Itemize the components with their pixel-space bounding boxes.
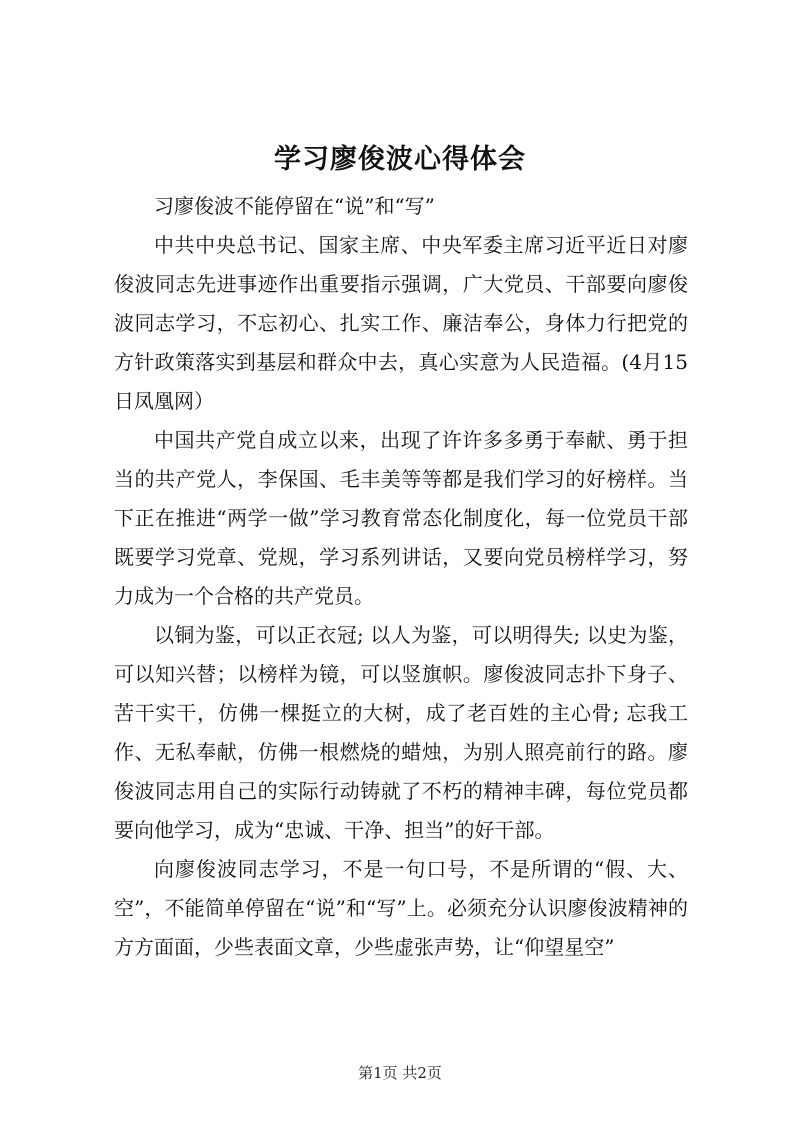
document-body: [114, 187, 688, 967]
paragraph-4: 向廖俊波同志学习，不是一句口号，不是所谓的“假、大、空”，不能简单停留在“说”和“写”上。必须充分认识廖俊波精神的方方面面，少些表面文章，少些虚张声势，让“仰望星空”: [114, 857, 688, 959]
paragraph-2: 中国共产党自成立以来，出现了许许多多勇于奉献、勇于担当的共产党人，李保国、毛丰美等等都是我们学习的好榜样。当下正在推进“两学一做”学习教育常态化制度化，每一位党员干部既要学习党章、党规，学习系列讲话，又要向党员榜样学习，努力成为一个合格的共产党员。: [114, 428, 688, 608]
page-footer: 第1页 共2页: [358, 1064, 442, 1082]
paragraph-subtitle: 习廖俊波不能停留在“说”和“写”: [154, 194, 435, 218]
paragraph-1: 中共中央总书记、国家主席、中央军委主席习近平近日对廖俊波同志先进事迹作出重要指示强调，广大党员、干部要向廖俊波同志学习，不忘初心、扎实工作、廉洁奉公，身体力行把党的方针政策落实到基层和群众中去，真心实意为人民造福。(4月15日凤凰网）: [114, 233, 688, 413]
document-title: 学习廖俊波心得体会: [274, 144, 526, 175]
paragraph-3: 以铜为鉴，可以正衣冠; 以人为鉴，可以明得失; 以史为鉴，可以知兴替；以榜样为镜，可以竖旗帜。廖俊波同志扑下身子、苦干实干，仿佛一棵挺立的大树，成了老百姓的主心骨; 忘我工作、无私奉献，仿佛一根燃烧的蜡烛，为别人照亮前行的路。廖俊波同志用自己的实际行动铸就了不朽的精神丰碑，每位党员都要向他学习，成为“忠诚、干净、担当”的好干部。: [114, 623, 688, 842]
